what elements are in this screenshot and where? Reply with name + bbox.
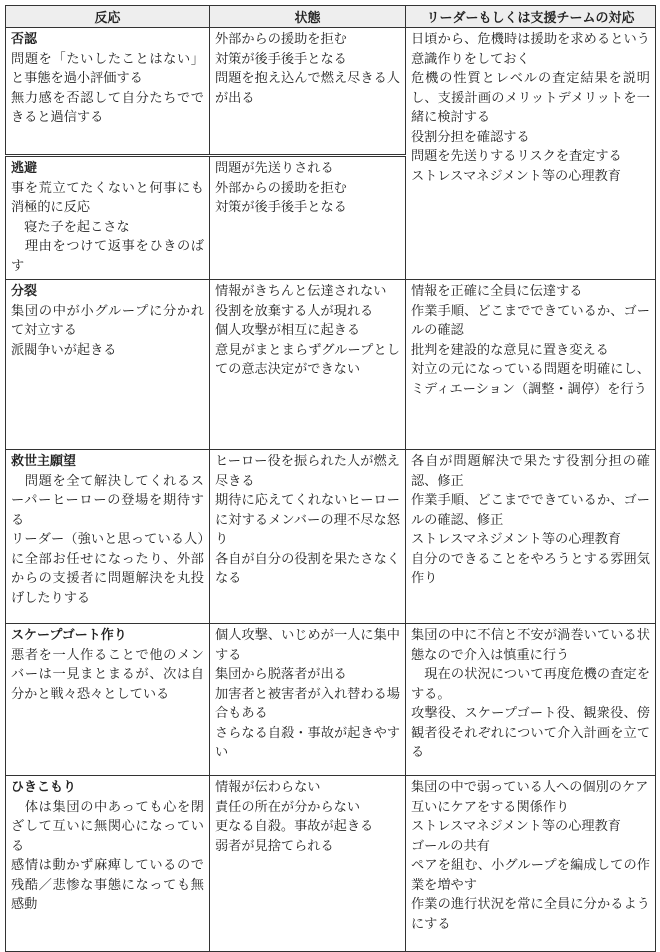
response-line: 危機の性質とレベルの査定結果を説明し、支援計画のメリットデメリットを一緒に検討する (411, 71, 650, 125)
reaction-line: 感情は動かず麻痺しているので残酷／悲惨な事態になっても無感動 (11, 858, 204, 912)
state-cell (210, 776, 406, 952)
reaction-line: 問題を「たいしたことはない」と事態を過小評価する (11, 51, 204, 86)
reaction-title: 否認 (11, 32, 38, 47)
response-line: 役割分担を確認する (411, 129, 530, 145)
table-row (6, 280, 656, 450)
response-line: ストレスマネジメント等の心理教育 (411, 532, 621, 547)
response-line: 作業手順、どこまでできているか、ゴールの確認 (411, 303, 650, 338)
header-state: 状態 (210, 6, 406, 28)
reaction-line: 体は集団の中あっても心を閉ざして互いに無関心になっている (11, 799, 204, 854)
reaction-title: 分裂 (11, 284, 38, 299)
state-line: 意見がまとまらずグループとしての意志決定ができない (215, 342, 400, 377)
state-line: 更なる自殺。事故が起きる (215, 819, 374, 834)
reaction-line: 寝た子を起こさな (11, 219, 130, 235)
state-line: 責任の所在が分からない (215, 799, 361, 815)
response-line: ストレスマネジメント等の心理教育 (411, 168, 621, 184)
response-line: 問題を先送りするリスクを査定する (411, 149, 622, 164)
reaction-title: スケープゴート作り (11, 628, 127, 643)
header-row (6, 6, 656, 28)
state-line: 役割を放棄する人が現れる (215, 303, 374, 319)
response-line: 互いにケアをする関係作り (411, 799, 570, 815)
response-line: 対立の元になっている問題を明確にし、ミディエーション（調整・調停）を行う (411, 362, 650, 397)
state-line: 期待に応えてくれないヒーローに対するメンバーの理不尽な怒り (215, 493, 400, 547)
state-cell (210, 624, 406, 776)
response-line: ストレスマネジメント等の心理教育 (411, 819, 621, 834)
state-line: 情報が伝わらない (215, 780, 321, 795)
state-line: 個人攻撃が相互に起きる (215, 323, 361, 338)
response-line: 自分のできることをやろうとする雰囲気作り (411, 551, 650, 586)
state-line: 個人攻撃、いじめが一人に集中する (215, 628, 400, 663)
reaction-line: 事を荒立てたくないと何事にも消極的に反応 (11, 180, 204, 215)
response-line: 批判を建設的な意見に置き変える (411, 342, 609, 358)
state-line: 対策が後手後手となる (215, 51, 347, 67)
reaction-line: 無力感を否認して自分たちでできると過信する (11, 90, 204, 125)
state-line: ヒーロー役を振られた人が燃え尽きる (215, 454, 400, 489)
reaction-line: 派閥争いが起きる (11, 342, 117, 358)
state-line: さらなる自殺・事故が起きやすい (215, 725, 400, 760)
response-line: 集団の中に不信と不安が渦巻いている状態なので介入は慎重に行う (411, 628, 650, 663)
response-line: 作業の進行状況を常に全員に分かるようにする (411, 897, 650, 932)
table-row (6, 624, 656, 776)
reaction-title: 救世主願望 (11, 454, 77, 469)
reaction-line: 理由をつけて返事をひきのばす (11, 239, 204, 274)
table-row (6, 776, 656, 952)
reaction-line: リーダー（強いと思っている人）に全部お任せになったり、外部からの支援者に問題解決を丸投げしたりする (11, 532, 204, 606)
response-line: 攻撃役、スケープゴート役、観衆役、傍観者役それぞれについて介入計画を立てる (411, 706, 650, 760)
response-line: 現在の状況について再度危機の査定をする。 (411, 667, 650, 702)
state-line: 問題が先送りされる (215, 161, 334, 176)
state-line: 加害者と被害者が入れ替わる場合もある (215, 686, 400, 721)
reaction-cell (6, 156, 210, 280)
response-line: ペアを組む、小グループを編成しての作業を増やす (411, 858, 650, 893)
reaction-cell (6, 450, 210, 624)
crisis-reaction-table (5, 5, 656, 952)
response-line: 作業手順、どこまでできているか、ゴールの確認、修正 (411, 493, 650, 528)
reaction-title: ひきこもり (11, 780, 77, 795)
response-line: 日頃から、危機時は援助を求めるという意識作りをしておく (411, 32, 650, 67)
header-response: リーダーもしくは支援チームの対応 (406, 6, 656, 28)
response-cell (406, 624, 656, 776)
state-cell (210, 156, 406, 280)
response-cell (406, 450, 656, 624)
response-line: 情報を正確に全員に伝達する (411, 284, 583, 299)
reaction-line: 悪者を一人作ることで他のメンバーは一見まとまるが、次は自分かと戦々恐々としている (11, 647, 204, 702)
table-row (6, 28, 656, 156)
response-cell (406, 28, 656, 280)
state-line: 外部からの援助を拒む (215, 32, 347, 47)
state-line: 対策が後手後手となる (215, 200, 347, 215)
response-line: 各自が問題解決で果たす役割分担の確認、修正 (411, 454, 650, 489)
response-line: ゴールの共有 (411, 838, 490, 854)
state-line: 弱者が見捨てられる (215, 838, 334, 854)
response-cell (406, 776, 656, 952)
reaction-cell (6, 624, 210, 776)
reaction-title: 逃避 (11, 161, 38, 176)
state-line: 集団から脱落者が出る (215, 667, 347, 682)
state-cell (210, 280, 406, 450)
reaction-cell (6, 280, 210, 450)
reaction-cell (6, 28, 210, 156)
reaction-line: 問題を全て解決してくれるスーパーヒーローの登場を期待する (11, 473, 204, 528)
state-line: 情報がきちんと伝達されない (215, 284, 387, 299)
state-cell (210, 28, 406, 156)
table-row (6, 450, 656, 624)
reaction-line: 集団の中が小グループに分かれて対立する (11, 303, 204, 338)
state-line: 外部からの援助を拒む (215, 180, 347, 196)
response-line: 集団の中で弱っている人への個別のケア (411, 780, 649, 795)
state-line: 問題を抱え込んで燃え尽きる人が出る (215, 71, 400, 106)
header-reaction: 反応 (6, 6, 210, 28)
state-cell (210, 450, 406, 624)
reaction-cell (6, 776, 210, 952)
response-cell (406, 280, 656, 450)
state-line: 各自が自分の役割を果たさなくなる (215, 551, 400, 586)
